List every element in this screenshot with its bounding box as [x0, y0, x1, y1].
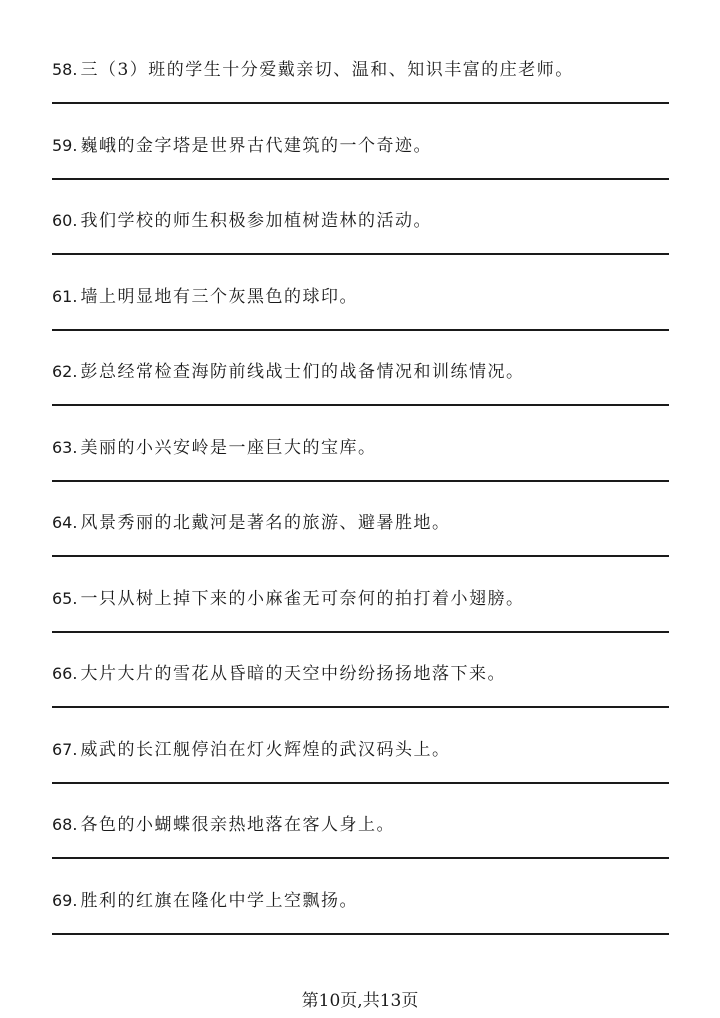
exercise-69 — [0, 887, 720, 963]
question-number: 63. — [52, 438, 78, 457]
answer-line[interactable] — [52, 555, 669, 557]
question-text — [52, 811, 395, 839]
question-sentence: 美丽的小兴安岭是一座巨大的宝库。 — [80, 438, 377, 458]
question-text — [52, 509, 450, 537]
question-text — [52, 736, 450, 764]
question-text — [52, 660, 506, 688]
question-number: 66. — [52, 664, 78, 683]
answer-line[interactable] — [52, 404, 669, 406]
question-sentence: 彭总经常检查海防前线战士们的战备情况和训练情况。 — [80, 362, 525, 382]
question-sentence: 风景秀丽的北戴河是著名的旅游、避暑胜地。 — [80, 513, 451, 533]
exercise-59 — [0, 132, 720, 208]
exercise-61 — [0, 283, 720, 359]
question-sentence: 胜利的红旗在隆化中学上空飘扬。 — [80, 891, 358, 911]
question-text — [52, 434, 376, 462]
question-text — [52, 207, 432, 235]
exercise-66 — [0, 660, 720, 736]
question-sentence: 威武的长江舰停泊在灯火辉煌的武汉码头上。 — [80, 740, 451, 760]
page-number-footer: 第10页,共13页 — [301, 991, 419, 1011]
question-text — [52, 56, 574, 84]
question-sentence: 一只从树上掉下来的小麻雀无可奈何的拍打着小翅膀。 — [80, 589, 525, 609]
answer-line[interactable] — [52, 857, 669, 859]
question-number: 64. — [52, 513, 78, 532]
question-number: 69. — [52, 891, 78, 910]
exercise-62 — [0, 358, 720, 434]
question-number: 67. — [52, 740, 78, 759]
answer-line[interactable] — [52, 178, 669, 180]
question-number: 68. — [52, 815, 78, 834]
question-number: 58. — [52, 60, 78, 79]
answer-line[interactable] — [52, 329, 669, 331]
answer-line[interactable] — [52, 782, 669, 784]
exercise-58 — [0, 56, 720, 132]
answer-line[interactable] — [52, 631, 669, 633]
question-sentence: 三（3）班的学生十分爱戴亲切、温和、知识丰富的庄老师。 — [80, 60, 574, 80]
exercise-63 — [0, 434, 720, 510]
answer-line[interactable] — [52, 480, 669, 482]
question-sentence: 大片大片的雪花从昏暗的天空中纷纷扬扬地落下来。 — [80, 664, 506, 684]
exercise-64 — [0, 509, 720, 585]
question-number: 61. — [52, 287, 78, 306]
question-text — [52, 887, 358, 915]
question-number: 65. — [52, 589, 78, 608]
question-sentence: 我们学校的师生积极参加植树造林的活动。 — [80, 211, 432, 231]
question-number: 60. — [52, 211, 78, 230]
answer-line[interactable] — [52, 933, 669, 935]
question-sentence: 墙上明显地有三个灰黑色的球印。 — [80, 287, 358, 307]
answer-line[interactable] — [52, 253, 669, 255]
exercise-67 — [0, 736, 720, 812]
answer-line[interactable] — [52, 102, 669, 104]
question-number: 59. — [52, 136, 78, 155]
question-text — [52, 585, 524, 613]
question-sentence: 各色的小蝴蝶很亲热地落在客人身上。 — [80, 815, 395, 835]
question-sentence: 巍峨的金字塔是世界古代建筑的一个奇迹。 — [80, 136, 432, 156]
question-text — [52, 358, 524, 386]
answer-line[interactable] — [52, 706, 669, 708]
question-text — [52, 283, 358, 311]
exercise-65 — [0, 585, 720, 661]
question-text — [52, 132, 432, 160]
question-number: 62. — [52, 362, 78, 381]
exercise-60 — [0, 207, 720, 283]
exercise-68 — [0, 811, 720, 887]
